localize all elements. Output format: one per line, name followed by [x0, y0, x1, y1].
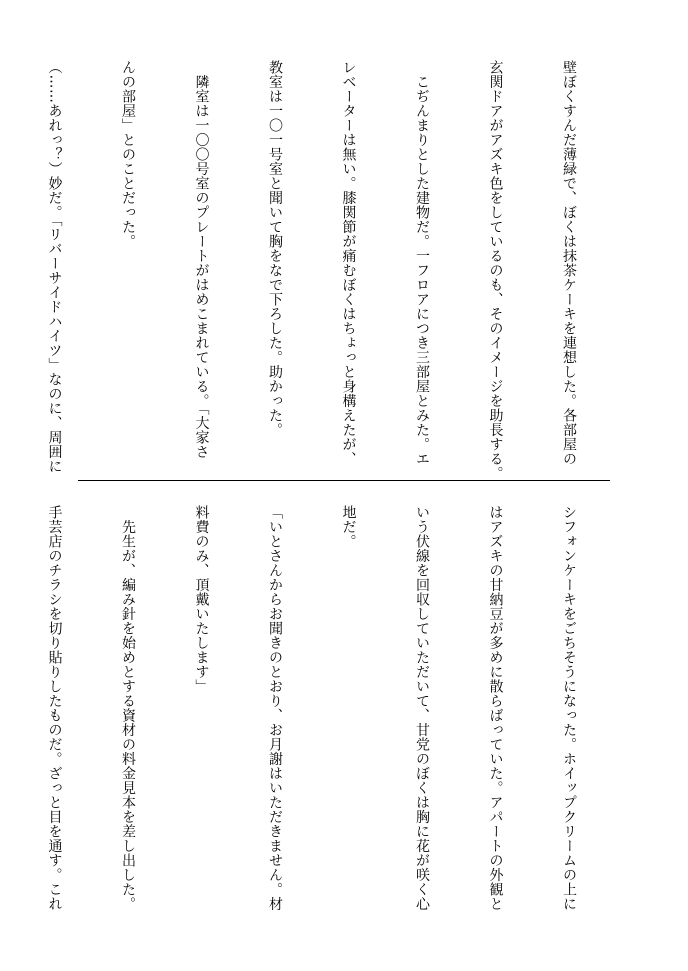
lower-text-block — [46, 505, 630, 911]
text-column: 教室は一〇一号室と聞いて胸をなで下ろした。助かった。 — [267, 60, 283, 437]
text-column: はアズキの甘納豆が多めに散らばっていた。アパートの外観と — [487, 505, 504, 911]
text-column: 料費のみ、頂戴いたします」 — [193, 505, 210, 694]
upper-text-block — [46, 60, 630, 481]
text-column: レベーターは無い。膝関節が痛むぼくはちょっと身構えたが、 — [340, 60, 357, 466]
section-divider — [78, 480, 610, 481]
text-column: 地だ。 — [340, 505, 357, 549]
text-column: んの部屋」とのことだった。 — [120, 60, 136, 249]
text-column: シフォンケーキをごちそうになった。ホイップクリームの上に — [561, 505, 577, 911]
text-column: 壁ぼくすんだ薄緑で、ぼくは抹茶ケーキを連想した。各部屋の — [561, 60, 577, 466]
text-column: 手芸店のチラシを切り貼りしたものだ。ざっと目を通す。これ — [46, 505, 63, 911]
text-column: 隣室は一〇〇号室のプレートがはめこまれている。「大家さ — [193, 60, 210, 459]
text-column: （……あれっ？）妙だ。「リバーサイドハイツ」なのに、周囲に — [46, 60, 63, 474]
text-column: 「いとさんからお聞きのとおり、お月謝はいただきません。材 — [267, 505, 283, 911]
text-column: 先生が、編み針を始めとする資材の料金見本を差し出した。 — [120, 505, 136, 911]
text-column: 玄関ドアがアズキ色をしているのも、そのイメージを助長する。 — [487, 60, 504, 481]
text-column: こぢんまりとした建物だ。一フロアにつき三部屋とみた。エ — [414, 60, 430, 466]
text-column: いう伏線を回収していただいて、甘党のぼくは胸に花が咲く心 — [414, 505, 430, 911]
